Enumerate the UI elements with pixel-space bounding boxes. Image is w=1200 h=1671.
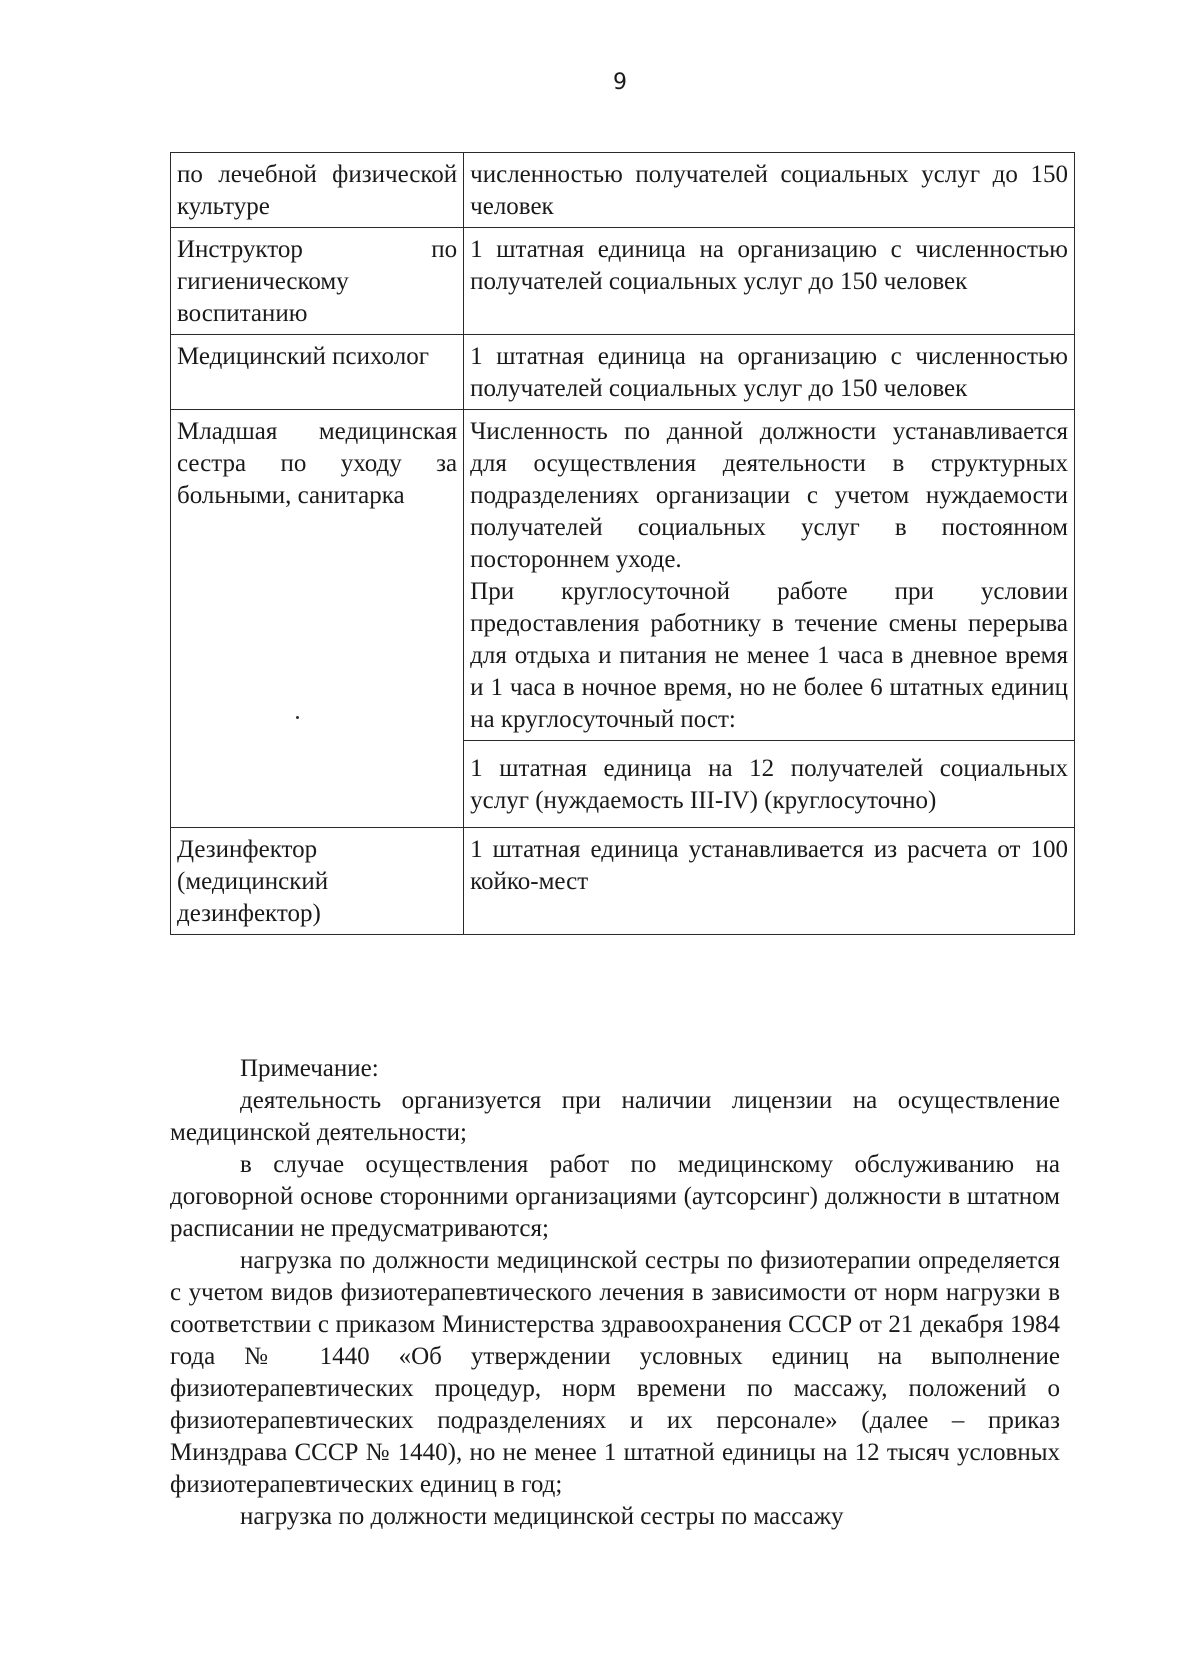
table-row: [171, 228, 1075, 335]
norm-paragraph: При круглосуточной работе при условии предоставления работнику в течение смены перерыва для отдыха и питания не менее 1 часа в дневное время и 1 часа в ночное время, но не более 6 штатных единиц на круглосуточный пост:: [470, 578, 1068, 733]
table-row: [171, 153, 1075, 228]
note-section: [170, 1053, 1060, 1533]
norm-cell: численностью получателей социальных услуг до 150 человек: [464, 153, 1075, 228]
position-cell: Инструктор по гигиеническому воспитанию: [171, 228, 464, 335]
page-number: 9: [613, 70, 627, 95]
norm-paragraph: Численность по данной должности устанавливается для осуществления деятельности в структурных подразделениях организации с учетом нуждаемости получателей социальных услуг в постоянном постороннем уходе.: [470, 418, 1068, 573]
norm-cell: 1 штатная единица на организацию с численностью получателей социальных услуг до 150 человек: [464, 228, 1075, 335]
norm-cell: 1 штатная единица на организацию с численностью получателей социальных услуг до 150 человек: [464, 335, 1075, 410]
scan-speck: [296, 716, 299, 719]
position-cell: Медицинский психолог: [171, 335, 464, 410]
position-cell: по лечебной физической культуре: [171, 153, 464, 228]
position-cell: Младшая медицинская сестра по уходу за больными, санитарка: [171, 410, 464, 828]
table-row: [171, 410, 1075, 741]
note-paragraph: в случае осуществления работ по медицинскому обслуживанию на договорной основе сторонними организациями (аутсорсинг) должности в штатном расписании не предусматриваются;: [170, 1151, 1060, 1242]
table-row: [171, 335, 1075, 410]
note-paragraph: деятельность организуется при наличии лицензии на осуществление медицинской деятельности;: [170, 1087, 1060, 1146]
norm-cell: 1 штатная единица на 12 получателей социальных услуг (нуждаемость III-IV) (круглосуточно): [464, 741, 1075, 828]
note-paragraph: нагрузка по должности медицинской сестры по физиотерапии определяется с учетом видов физиотерапевтического лечения в зависимости от норм нагрузки в соответствии с приказом Министерства здравоохранения СССР от 21 декабря 1984 года № 1440 «Об утверждении условных единиц на выполнение физиотерапевтических процедур, норм времени по массажу, положений о физиотерапевтических подразделениях и их персонале» (далее – приказ Минздрава СССР № 1440), но не менее 1 штатной единицы на 12 тысяч условных физиотерапевтических единиц в год;: [170, 1247, 1060, 1498]
norm-cell: 1 штатная единица устанавливается из расчета от 100 койко-мест: [464, 828, 1075, 935]
note-title: Примечание:: [240, 1055, 379, 1082]
table-row: [171, 828, 1075, 935]
norm-cell: [464, 410, 1075, 741]
staffing-table: [170, 152, 1075, 935]
note-paragraph: нагрузка по должности медицинской сестры по массажу: [240, 1503, 844, 1530]
position-cell: Дезинфектор (медицинский дезинфектор): [171, 828, 464, 935]
